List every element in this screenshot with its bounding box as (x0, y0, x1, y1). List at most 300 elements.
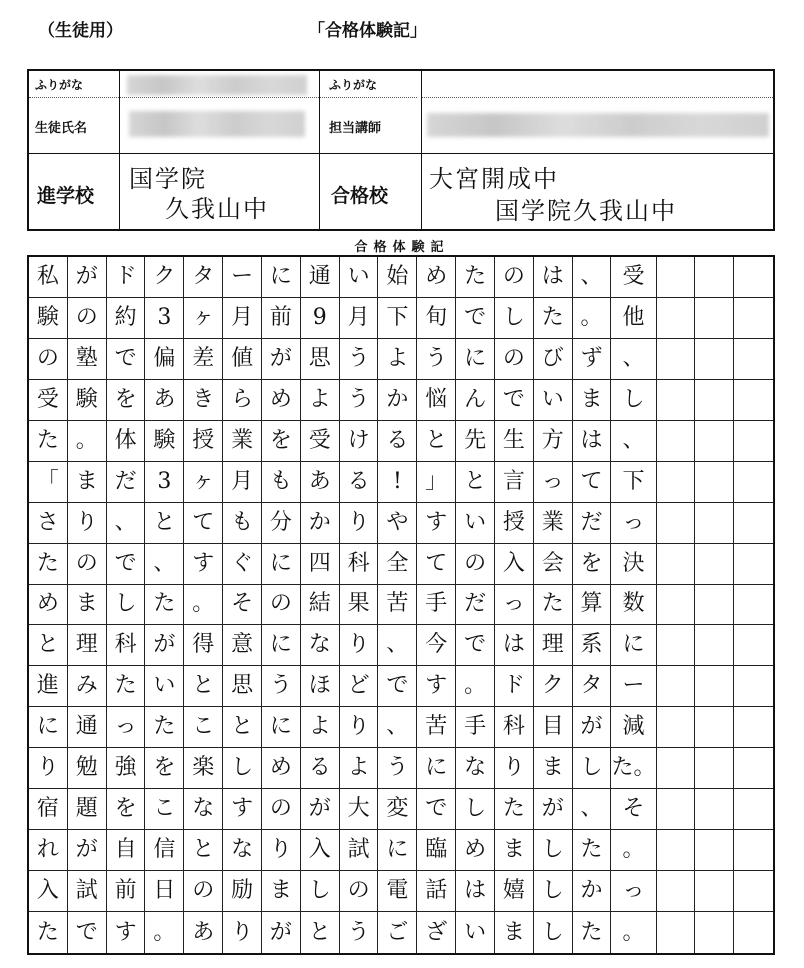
essay-cell: 体 (107, 421, 146, 462)
essay-cell (734, 380, 773, 421)
essay-cell: う (340, 339, 379, 380)
essay-cell: 今 (417, 625, 456, 666)
essay-cell: 月 (340, 298, 379, 339)
essay-cell: き (184, 380, 223, 421)
essay-cell: ん (456, 380, 495, 421)
essay-cell: 全 (378, 544, 417, 585)
essay-cell: し (573, 748, 612, 789)
essay-cell: た (534, 298, 573, 339)
essay-cell: 悩 (417, 380, 456, 421)
essay-cell: あ (184, 912, 223, 953)
essay-cell: ま (495, 912, 534, 953)
essay-cell: で (495, 380, 534, 421)
essay-cell: 月 (223, 298, 262, 339)
essay-cell: 信 (145, 830, 184, 871)
page-title: 「合格体験記」 (308, 21, 427, 41)
redacted-student-name (129, 111, 305, 137)
essay-cell: が (573, 707, 612, 748)
essay-caption: 合格体験記 (354, 240, 450, 255)
essay-cell: と (223, 707, 262, 748)
essay-cell: た (573, 912, 612, 953)
essay-cell: 嬉 (495, 871, 534, 912)
essay-cell: 宿 (29, 789, 68, 830)
essay-cell: 試 (68, 871, 107, 912)
essay-cell: こ (145, 789, 184, 830)
essay-cell: あ (301, 462, 340, 503)
essay-cell: や (378, 503, 417, 544)
essay-cell: さ (29, 503, 68, 544)
essay-cell (657, 748, 696, 789)
essay-cell: る (340, 462, 379, 503)
essay-cell: が (145, 625, 184, 666)
essay-cell: と (301, 912, 340, 953)
essay-cell: り (68, 503, 107, 544)
essay-cell: し (611, 380, 656, 421)
essay-cell: う (340, 912, 379, 953)
essay-cell (657, 625, 696, 666)
essay-cell: し (534, 871, 573, 912)
essay-cell: す (223, 789, 262, 830)
essay-cell (657, 707, 696, 748)
essay-cell: タ (184, 257, 223, 298)
essay-cell: か (378, 380, 417, 421)
essay-cell: 苦 (417, 707, 456, 748)
essay-cell: め (456, 830, 495, 871)
essay-cell: 手 (417, 585, 456, 626)
essay-cell: 話 (417, 871, 456, 912)
essay-cell: よ (301, 380, 340, 421)
essay-cell: 四 (301, 544, 340, 585)
essay-cell: 入 (301, 830, 340, 871)
essay-cell: い (456, 912, 495, 953)
essay-cell: を (145, 748, 184, 789)
essay-cell: め (417, 257, 456, 298)
student-info-form (27, 69, 775, 231)
essay-cell: い (145, 666, 184, 707)
essay-cell: 他 (611, 298, 656, 339)
essay-cell: 験 (29, 298, 68, 339)
essay-cell (734, 871, 773, 912)
essay-cell: ク (145, 257, 184, 298)
essay-cell (734, 912, 773, 953)
essay-cell: が (301, 789, 340, 830)
essay-cell: 分 (262, 503, 301, 544)
essay-cell: と (184, 666, 223, 707)
target-school-value-line2: 久我山中 (165, 195, 269, 223)
essay-cell: し (107, 585, 146, 626)
essay-cell: は (495, 625, 534, 666)
essay-cell: 強 (107, 748, 146, 789)
essay-cell: と (145, 503, 184, 544)
essay-cell: 理 (534, 625, 573, 666)
essay-cell: 減 (611, 707, 656, 748)
essay-cell: 通 (68, 707, 107, 748)
essay-cell: に (262, 257, 301, 298)
essay-cell (657, 421, 696, 462)
essay-cell: タ (573, 666, 612, 707)
essay-cell: よ (378, 339, 417, 380)
essay-cell: そ (223, 585, 262, 626)
essay-cell: も (262, 462, 301, 503)
essay-cell: ! (378, 462, 417, 503)
essay-cell (657, 380, 696, 421)
essay-cell (734, 707, 773, 748)
essay-cell: な (184, 789, 223, 830)
essay-cell: れ (29, 830, 68, 871)
essay-cell: の (340, 871, 379, 912)
essay-cell: み (68, 666, 107, 707)
essay-cell (734, 544, 773, 585)
essay-cell: 決 (611, 544, 656, 585)
essay-cell: ド (495, 666, 534, 707)
essay-cell: 、 (573, 257, 612, 298)
essay-cell: い (534, 380, 573, 421)
essay-cell: し (495, 298, 534, 339)
essay-cell: 。 (145, 912, 184, 953)
essay-cell (695, 503, 734, 544)
essay-cell (734, 666, 773, 707)
essay-cell: 旬 (417, 298, 456, 339)
essay-cell (734, 585, 773, 626)
essay-cell: め (262, 380, 301, 421)
essay-cell: 月 (223, 462, 262, 503)
essay-cell: た (534, 585, 573, 626)
essay-cell: 授 (495, 503, 534, 544)
student-use-label: （生徒用） (38, 21, 123, 41)
essay-cell: が (68, 830, 107, 871)
essay-cell: だ (107, 462, 146, 503)
essay-cell (695, 380, 734, 421)
essay-cell: た (145, 585, 184, 626)
essay-cell (657, 666, 696, 707)
essay-cell: と (456, 462, 495, 503)
essay-cell: を (107, 789, 146, 830)
essay-cell: た (573, 830, 612, 871)
essay-cell: う (378, 748, 417, 789)
essay-cell: は (534, 257, 573, 298)
essay-cell (695, 707, 734, 748)
essay-cell: し (456, 789, 495, 830)
essay-cell: か (301, 503, 340, 544)
essay-cell: の (262, 585, 301, 626)
essay-cell: 偏 (145, 339, 184, 380)
essay-cell: ら (223, 380, 262, 421)
essay-cell: り (495, 748, 534, 789)
essay-cell (734, 789, 773, 830)
essay-cell: け (340, 421, 379, 462)
essay-cell: が (262, 339, 301, 380)
essay-cell: て (417, 544, 456, 585)
essay-cell: 科 (495, 707, 534, 748)
essay-cell (657, 544, 696, 585)
essay-cell: り (340, 707, 379, 748)
essay-cell: で (456, 625, 495, 666)
essay-cell: ー (611, 666, 656, 707)
essay-cell: 、 (145, 544, 184, 585)
essay-cell: を (107, 380, 146, 421)
essay-cell (657, 298, 696, 339)
essay-cell: 業 (534, 503, 573, 544)
essay-cell: 思 (301, 339, 340, 380)
essay-cell (657, 912, 696, 953)
essay-cell: 苦 (378, 585, 417, 626)
essay-cell: そ (611, 789, 656, 830)
essay-cell: 系 (573, 625, 612, 666)
essay-cell: た (456, 257, 495, 298)
essay-cell: も (223, 503, 262, 544)
essay-cell: ざ (417, 912, 456, 953)
essay-cell: ほ (301, 666, 340, 707)
essay-cell: た (29, 421, 68, 462)
essay-cell: な (223, 830, 262, 871)
essay-cell: 」 (417, 462, 456, 503)
essay-cell: ま (262, 871, 301, 912)
essay-cell (734, 748, 773, 789)
essay-cell: ご (378, 912, 417, 953)
essay-cell: っ (611, 503, 656, 544)
essay-cell: だ (456, 585, 495, 626)
essay-cell: す (417, 666, 456, 707)
essay-cell: め (29, 585, 68, 626)
essay-cell (657, 462, 696, 503)
essay-cell: は (573, 421, 612, 462)
essay-cell: 塾 (68, 339, 107, 380)
essay-cell: 業 (223, 421, 262, 462)
essay-cell: に (262, 707, 301, 748)
essay-cell: 約 (107, 298, 146, 339)
essay-cell: 果 (340, 585, 379, 626)
essay-cell: に (456, 339, 495, 380)
essay-cell (734, 503, 773, 544)
essay-cell: 電 (378, 871, 417, 912)
essay-cell (695, 298, 734, 339)
essay-cell: に (29, 707, 68, 748)
essay-cell: で (378, 666, 417, 707)
essay-cell: り (340, 625, 379, 666)
essay-cell: 生 (495, 421, 534, 462)
essay-cell (657, 830, 696, 871)
essay-cell: う (262, 666, 301, 707)
essay-cell: 理 (68, 625, 107, 666)
essay-cell: り (262, 830, 301, 871)
essay-cell: 験 (68, 380, 107, 421)
essay-cell: た (29, 912, 68, 953)
essay-cell: し (223, 748, 262, 789)
teacher-label: 担当講師 (329, 121, 382, 136)
essay-cell: っ (611, 871, 656, 912)
essay-cell: し (534, 912, 573, 953)
essay-cell: 、 (611, 421, 656, 462)
essay-cell: 3 (145, 462, 184, 503)
essay-cell: 始 (378, 257, 417, 298)
essay-cell (734, 462, 773, 503)
essay-cell: で (107, 544, 146, 585)
essay-cell: 受 (301, 421, 340, 462)
essay-cell: 入 (29, 871, 68, 912)
essay-cell: と (29, 625, 68, 666)
essay-cell: の (262, 789, 301, 830)
essay-cell: ぐ (223, 544, 262, 585)
essay-cell: だ (573, 503, 612, 544)
essay-cell: の (456, 544, 495, 585)
essay-cell: 題 (68, 789, 107, 830)
essay-cell: か (573, 871, 612, 912)
essay-cell: で (456, 298, 495, 339)
essay-cell: り (340, 503, 379, 544)
essay-cell: 、 (573, 789, 612, 830)
essay-cell: 前 (107, 871, 146, 912)
essay-cell: 先 (456, 421, 495, 462)
essay-cell: よ (340, 748, 379, 789)
essay-cell: う (340, 380, 379, 421)
essay-cell: し (534, 830, 573, 871)
essay-cell: す (107, 912, 146, 953)
essay-cell: ま (573, 380, 612, 421)
essay-cell: 思 (223, 666, 262, 707)
essay-cell (695, 462, 734, 503)
essay-cell (734, 257, 773, 298)
essay-cell: た (495, 789, 534, 830)
essay-cell: 前 (262, 298, 301, 339)
target-school-label: 進学校 (37, 185, 95, 207)
essay-cell (695, 830, 734, 871)
essay-cell: っ (107, 707, 146, 748)
essay-cell: の (495, 339, 534, 380)
essay-cell: の (68, 544, 107, 585)
essay-cell: う (417, 339, 456, 380)
essay-cell: 3 (145, 298, 184, 339)
essay-cell: が (262, 912, 301, 953)
furigana-label-right: ふりがな (329, 78, 378, 92)
essay-cell: め (262, 748, 301, 789)
essay-cell: た。 (611, 748, 656, 789)
passed-school-value-line2: 国学院久我山中 (495, 197, 677, 225)
essay-cell: 目 (534, 707, 573, 748)
essay-cell: 。 (611, 830, 656, 871)
essay-cell: ま (68, 462, 107, 503)
essay-cell: し (301, 871, 340, 912)
essay-cell: ど (340, 666, 379, 707)
essay-cell: ド (107, 257, 146, 298)
essay-cell: ー (223, 257, 262, 298)
essay-cell: の (68, 298, 107, 339)
essay-cell (657, 789, 696, 830)
essay-cell (657, 339, 696, 380)
essay-cell: 下 (611, 462, 656, 503)
essay-cell: が (68, 257, 107, 298)
essay-cell: て (573, 462, 612, 503)
essay-cell: 受 (29, 380, 68, 421)
essay-cell: を (262, 421, 301, 462)
passed-school-label: 合格校 (331, 185, 389, 207)
essay-cell: 楽 (184, 748, 223, 789)
essay-cell: 算 (573, 585, 612, 626)
essay-cell: 。 (573, 298, 612, 339)
essay-cell: を (573, 544, 612, 585)
essay-cell (695, 585, 734, 626)
essay-cell (734, 421, 773, 462)
essay-cell: 、 (107, 503, 146, 544)
essay-cell: っ (495, 585, 534, 626)
essay-cell: 、 (378, 625, 417, 666)
essay-cell: 結 (301, 585, 340, 626)
essay-cell: の (184, 871, 223, 912)
essay-cell: り (223, 912, 262, 953)
essay-cell: す (184, 544, 223, 585)
essay-cell (734, 625, 773, 666)
essay-cell: 勉 (68, 748, 107, 789)
essay-cell: ま (534, 748, 573, 789)
essay-cell: 言 (495, 462, 534, 503)
essay-cell (734, 830, 773, 871)
redacted-student-furigana (127, 75, 307, 95)
essay-cell: い (340, 257, 379, 298)
essay-cell: 変 (378, 789, 417, 830)
essay-cell: 会 (534, 544, 573, 585)
essay-cell: に (611, 625, 656, 666)
essay-cell (695, 789, 734, 830)
essay-cell (734, 339, 773, 380)
essay-manuscript-grid (27, 255, 775, 955)
essay-cell: 、 (378, 707, 417, 748)
essay-cell: の (495, 257, 534, 298)
essay-cell: 科 (107, 625, 146, 666)
essay-cell: 通 (301, 257, 340, 298)
essay-cell (695, 912, 734, 953)
essay-cell: よ (301, 707, 340, 748)
essay-cell: っ (534, 462, 573, 503)
essay-cell: い (456, 503, 495, 544)
essay-cell: た (29, 544, 68, 585)
essay-cell: あ (145, 380, 184, 421)
essay-cell: 手 (456, 707, 495, 748)
essay-cell: 「 (29, 462, 68, 503)
essay-cell: り (29, 748, 68, 789)
essay-cell (695, 871, 734, 912)
passed-school-value-line1: 大宮開成中 (429, 165, 559, 193)
essay-cell: 験 (145, 421, 184, 462)
essay-cell: た (107, 666, 146, 707)
essay-cell: す (417, 503, 456, 544)
redacted-teacher-name (427, 113, 769, 137)
essay-cell: 。 (611, 912, 656, 953)
essay-cell (657, 503, 696, 544)
essay-cell: 意 (223, 625, 262, 666)
essay-cell: 日 (145, 871, 184, 912)
essay-cell: 自 (107, 830, 146, 871)
essay-cell: で (107, 339, 146, 380)
essay-cell: 。 (456, 666, 495, 707)
essay-cell: 進 (29, 666, 68, 707)
essay-cell: に (417, 748, 456, 789)
essay-cell (734, 298, 773, 339)
essay-cell: 、 (611, 339, 656, 380)
furigana-label-left: ふりがな (35, 78, 84, 92)
essay-cell: て (184, 503, 223, 544)
essay-cell: 。 (184, 585, 223, 626)
essay-cell (657, 585, 696, 626)
essay-cell: 差 (184, 339, 223, 380)
essay-cell: と (417, 421, 456, 462)
essay-cell: で (68, 912, 107, 953)
student-name-label: 生徒氏名 (35, 121, 88, 136)
essay-cell: 。 (68, 421, 107, 462)
essay-cell: 数 (611, 585, 656, 626)
essay-cell: 方 (534, 421, 573, 462)
essay-cell (695, 625, 734, 666)
essay-cell (695, 748, 734, 789)
essay-cell: な (301, 625, 340, 666)
